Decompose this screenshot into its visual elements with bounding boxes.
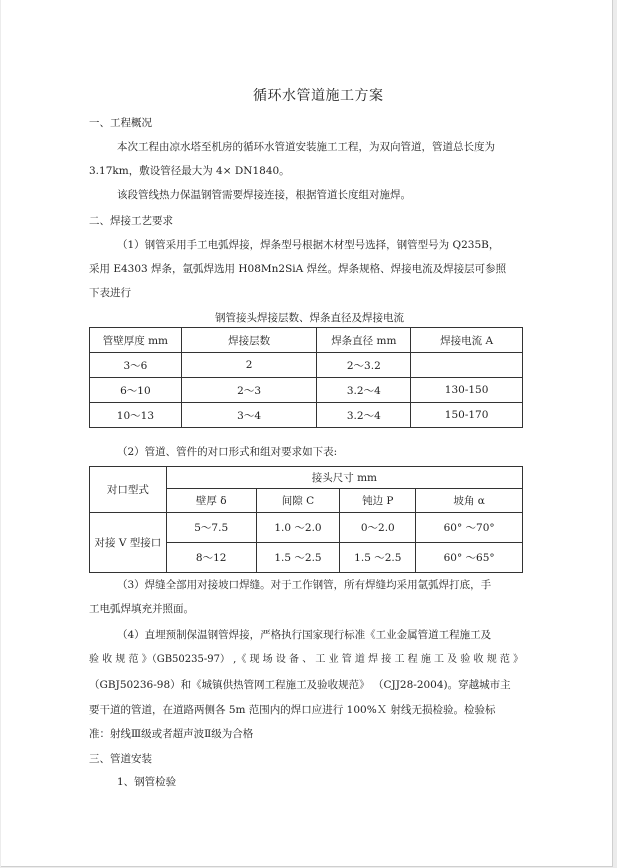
table-cell: 3～4 [181,403,317,428]
table-cell: 10～13 [90,403,182,428]
s2-paragraph-1-line-3: 下表进行 [89,287,131,299]
table-cell: 2～3.2 [317,353,411,378]
table-header-cell: 坡角 α [416,489,523,513]
welding-parameters-table [89,327,523,428]
table-cell: 6～10 [90,378,182,403]
document-page [1,0,613,867]
s2-paragraph-4-line-3: （GBJ50236-98）和《城镇供热管网工程施工及验收规范》 （CJJ28-2004)。穿越城市主 [89,679,511,691]
table-row [90,353,523,378]
table-header-cell: 钝边 P [340,489,416,513]
table-cell: 8～12 [166,543,256,573]
table-row [90,513,523,543]
table-header-row [90,328,523,353]
table-cell: 2～3 [181,378,317,403]
s2-paragraph-1-line-1: （1）钢管采用手工电弧焊接，焊条型号根据木材型号选择，钢管型号为 Q235B， [117,239,500,251]
table-cell: 1.0 ～2.0 [256,513,340,543]
s2-paragraph-4-line-4: 要干道的管道，在道路两侧各 5m 范围内的焊口应进行 100%Ｘ 射线无损检验。检验标 [89,704,496,716]
table-cell: 1.5 ～2.5 [340,543,416,573]
table-header-cell: 焊条直径 mm [317,328,411,353]
table-cell: 60° ～70° [416,513,523,543]
section-2-heading: 二、焊接工艺要求 [89,215,173,227]
table-1-caption: 钢管接头焊接层数、焊条直径及焊接电流 [215,312,404,324]
table-header-cell: 焊接电流 A [411,328,523,353]
s2-paragraph-3-line-2: 工电弧焊填充并照面。 [89,603,194,615]
table-cell: 130-150 [411,378,523,403]
table-cell: 3.2～4 [317,378,411,403]
table-row [90,378,523,403]
s1-paragraph-2: 该段管线热力保温钢管需要焊接连接，根据管道长度组对施焊。 [117,189,411,201]
table-group-header: 接头尺寸 mm [166,467,522,489]
joint-form-table [89,466,523,573]
table-cell: 2 [181,353,317,378]
s2-paragraph-4-line-2: 验 收 规 范 》（GB50235-97） ,《 现 场 设 备 、 工 业 管 道 焊 接 工 程 施 工 及 验 收 规 范 》 [89,654,524,665]
table-cell: 3～6 [90,353,182,378]
s2-paragraph-3-line-1: （3）焊缝全部用对接坡口焊缝。对于工作钢管，所有焊缝均采用氩弧焊打底，手 [117,579,492,591]
table-header-cell: 壁厚 δ [166,489,256,513]
table-cell: 1.5 ～2.5 [256,543,340,573]
table-cell [411,353,523,378]
table-cell: 60° ～65° [416,543,523,573]
s2-paragraph-1-line-2: 采用 E4303 焊条，氩弧焊选用 H08Mn2SiA 焊丝。焊条规格、焊接电流及焊接层可参照 [89,263,507,275]
table-header-cell: 管壁厚度 mm [90,328,182,353]
table-header-cell: 间隙 C [256,489,340,513]
section-1-heading: 一、工程概况 [89,117,152,129]
section-3-heading: 三、管道安装 [89,753,152,765]
table-cell: 3.2～4 [317,403,411,428]
s1-paragraph-1-line-1: 本次工程由凉水塔至机房的循环水管道安装施工工程，为双向管道，管道总长度为 [117,141,495,153]
s2-paragraph-4-line-1: （4）直埋预制保温钢管焊接，严格执行国家现行标准《工业金属管道工程施工及 [117,629,492,641]
table-row-label: 对接 V 型接口 [90,513,167,573]
s2-paragraph-2: （2）管道、管件的对口形式和组对要求如下表: [117,446,338,458]
s1-paragraph-1-line-2: 3.17km，敷设管径最大为 4× DN1840。 [89,165,290,177]
s3-subheading-1: 1、钢管检验 [117,776,177,788]
table-cell: 5～7.5 [166,513,256,543]
table-corner-cell: 对口型式 [90,467,167,513]
table-header-cell: 焊接层数 [181,328,317,353]
table-cell: 0～2.0 [340,513,416,543]
table-header-row [90,467,523,489]
table-cell: 150-170 [411,403,523,428]
table-row [90,403,523,428]
s2-paragraph-4-line-5: 准：射线Ⅲ级或者超声波Ⅱ级为合格 [89,728,254,740]
document-title: 循环水管道施工方案 [253,88,384,104]
